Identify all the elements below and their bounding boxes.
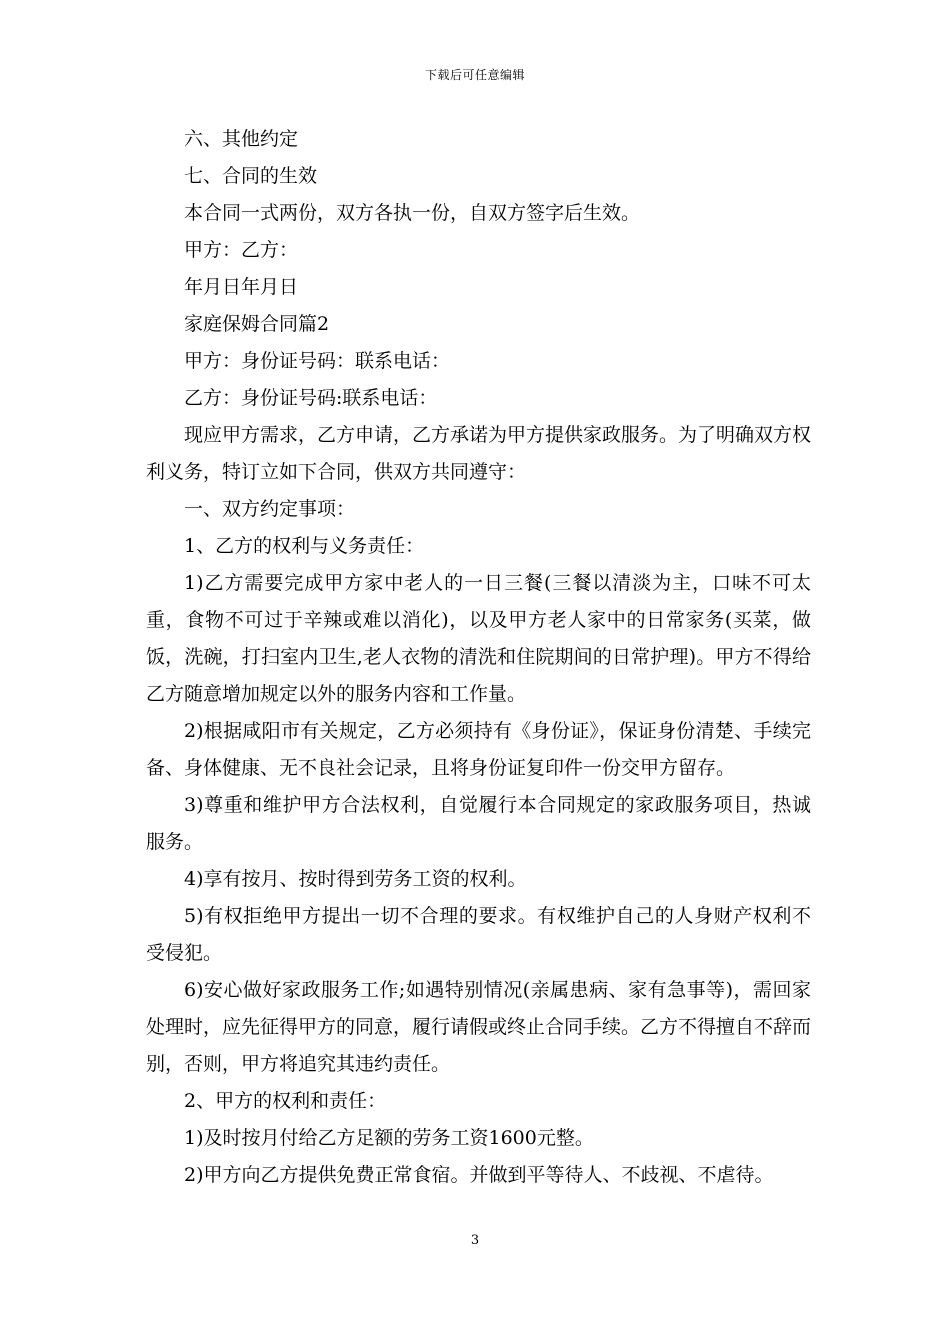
page-header: 下载后可任意编辑 xyxy=(424,68,525,82)
clause: 2)甲方向乙方提供免费正常食宿。并做到平等待人、不歧视、不虐待。 xyxy=(184,1164,774,1186)
clause: 1)乙方需要完成甲方家中老人的一日三餐(三餐以清淡为主，口味不可太重，食物不可过于辛辣或难以消化)，以及甲方老人家中的日常家务(买菜，做饭，洗碗，打扫室内卫生,老人衣物的清洗和住院期间的日常护理)。甲方不得给乙方随意增加规定以外的服务内容和工作量。 xyxy=(146,572,811,705)
contract-title: 家庭保姆合同篇2 xyxy=(184,313,330,335)
section-heading: 六、其他约定 xyxy=(184,128,299,150)
paragraph: 本合同一式两份，双方各执一份，自双方签字后生效。 xyxy=(184,202,641,224)
party-b-line: 乙方：身份证号码:联系电话： xyxy=(184,387,438,409)
party-a-line: 甲方：身份证号码：联系电话： xyxy=(184,350,451,372)
signature-line: 甲方：乙方： xyxy=(184,239,299,261)
clause: 1)及时按月付给乙方足额的劳务工资1600元整。 xyxy=(184,1127,594,1149)
section-heading: 七、合同的生效 xyxy=(184,165,318,187)
clause: 3)尊重和维护甲方合法权利，自觉履行本合同规定的家政服务项目，热诚服务。 xyxy=(146,794,811,853)
subsection-heading: 2、甲方的权利和责任： xyxy=(184,1090,387,1112)
date-line: 年月日年月日 xyxy=(184,276,299,298)
clause: 5)有权拒绝甲方提出一切不合理的要求。有权维护自己的人身财产权利不受侵犯。 xyxy=(146,905,811,964)
document-body xyxy=(146,121,811,1194)
clause: 6)安心做好家政服务工作;如遇特别情况(亲属患病、家有急事等)，需回家处理时，应先征得甲方的同意，履行请假或终止合同手续。乙方不得擅自不辞而别，否则，甲方将追究其违约责任。 xyxy=(146,979,812,1075)
subsection-heading: 1、乙方的权利与义务责任： xyxy=(184,535,425,557)
clause: 4)享有按月、按时得到劳务工资的权利。 xyxy=(184,868,527,890)
section-heading: 一、双方约定事项： xyxy=(184,498,356,520)
clause: 2)根据咸阳市有关规定，乙方必须持有《身份证》，保证身份清楚、手续完备、身体健康、无不良社会记录，且将身份证复印件一份交甲方留存。 xyxy=(146,720,811,779)
page-number: 3 xyxy=(470,1233,480,1248)
paragraph: 现应甲方需求，乙方申请，乙方承诺为甲方提供家政服务。为了明确双方权利义务，特订立如下合同，供双方共同遵守： xyxy=(146,424,812,483)
